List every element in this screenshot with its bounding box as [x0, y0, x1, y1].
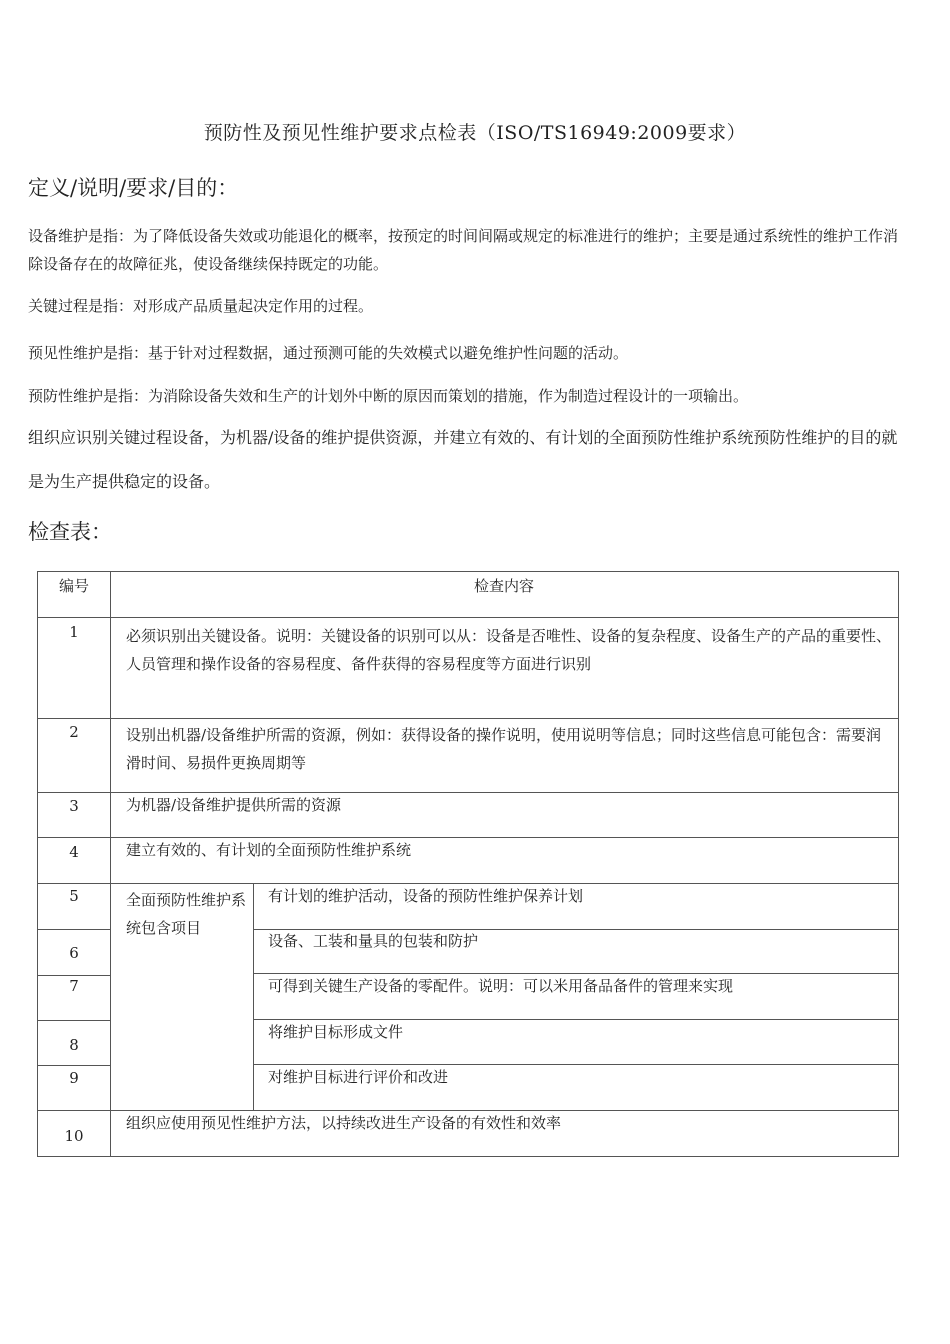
- table-divider: [38, 718, 898, 719]
- row-content: 设备、工装和量具的包装和防护: [268, 932, 479, 950]
- row-number: 9: [69, 1069, 79, 1087]
- row-content: 将维护目标形成文件: [268, 1023, 404, 1041]
- row-number: 4: [69, 843, 79, 861]
- table-divider: [38, 1020, 110, 1021]
- group-label: 全面预防性维护系统包含项目: [126, 891, 247, 937]
- row-number: 2: [69, 723, 79, 741]
- row-content: 设别出机器/设备维护所需的资源，例如：获得设备的操作说明，使用说明等信息；同时这些信息可能包含：需要润滑时间、易损件更换周期等: [126, 726, 882, 772]
- row-content: 建立有效的、有计划的全面预防性维护系统: [126, 841, 412, 859]
- definition-predictive-maintenance: 预见性维护是指：基于针对过程数据，通过预测可能的失效模式以避免维护性问题的活动。: [28, 344, 629, 362]
- definition-requirement: 组织应识别关键过程设备，为机器/设备的维护提供资源，并建立有效的、有计划的全面预防性维护系统预防性维护的目的就是为生产提供稳定的设备。: [28, 428, 898, 491]
- definition-equipment-maintenance: 设备维护是指：为了降低设备失效或功能退化的概率，按预定的时间间隔或规定的标准进行的维护；主要是通过系统性的维护工作消除设备存在的故障征兆，使设备继续保持既定的功能。: [28, 227, 899, 273]
- checklist-heading: 检查表：: [28, 520, 112, 544]
- row-content: 必须识别出关键设备。说明：关键设备的识别可以从：设备是否唯性、设备的复杂程度、设备生产的产品的重要性、人员管理和操作设备的容易程度、备件获得的容易程度等方面进行识别: [126, 627, 892, 673]
- row-number: 8: [69, 1036, 79, 1054]
- definition-preventive-maintenance: 预防性维护是指：为消除设备失效和生产的计划外中断的原因而策划的措施，作为制造过程设计的一项输出。: [28, 387, 749, 405]
- row-number: 1: [69, 623, 79, 641]
- page-title: 预防性及预见性维护要求点检表（ISO/TS16949:2009要求）: [203, 122, 747, 144]
- header-content: 检查内容: [473, 577, 534, 595]
- row-number: 6: [69, 944, 79, 962]
- row-content: 可得到关键生产设备的零配件。说明：可以米用备品备件的管理来实现: [268, 977, 734, 995]
- row-content: 有计划的维护活动，设备的预防性维护保养计划: [268, 887, 584, 905]
- table-divider: [38, 617, 898, 618]
- row-number: 3: [69, 797, 79, 815]
- table-divider: [110, 572, 111, 1156]
- header-number: 编号: [58, 577, 89, 595]
- definitions-heading: 定义/说明/要求/目的：: [28, 176, 239, 200]
- checklist-table: [37, 571, 899, 1157]
- definition-key-process: 关键过程是指：对形成产品质量起决定作用的过程。: [28, 297, 374, 315]
- row-content: 组织应使用预见性维护方法，以持续改进生产设备的有效性和效率: [126, 1114, 562, 1132]
- row-number: 5: [69, 887, 79, 905]
- table-divider: [253, 884, 254, 1110]
- row-content: 对维护目标进行评价和改进: [268, 1068, 449, 1086]
- row-number: 10: [64, 1127, 84, 1145]
- row-number: 7: [69, 977, 79, 995]
- row-content: 为机器/设备维护提供所需的资源: [126, 796, 342, 814]
- table-divider: [38, 929, 110, 930]
